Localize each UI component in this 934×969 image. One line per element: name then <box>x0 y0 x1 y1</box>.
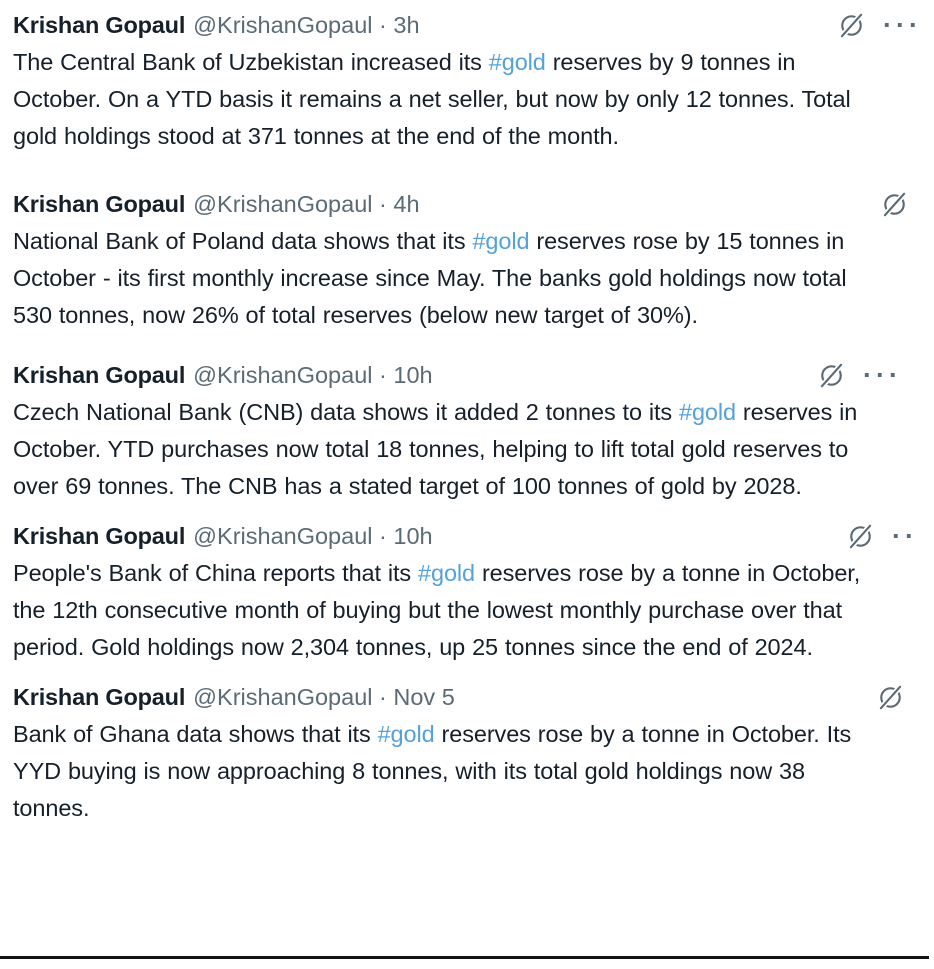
hashtag-gold-link[interactable]: #gold <box>377 721 435 747</box>
more-icon[interactable]: ··· <box>863 360 902 390</box>
display-name[interactable]: Krishan Gopaul <box>13 362 186 388</box>
tweet-text-segment: The Central Bank of Uzbekistan increased its <box>13 49 489 75</box>
tweet <box>13 189 922 334</box>
more-icon[interactable]: ·· <box>892 521 918 551</box>
tweet-text <box>13 555 885 666</box>
tweet-text <box>13 44 885 155</box>
tweet <box>13 682 922 827</box>
hashtag-gold-link[interactable]: #gold <box>488 49 546 75</box>
grok-icon[interactable] <box>817 361 845 389</box>
handle-and-timestamp[interactable]: @KrishanGopaul · Nov 5 <box>193 684 455 710</box>
tweet-text-segment: People's Bank of China reports that its <box>13 560 419 586</box>
tweet-header <box>13 189 922 219</box>
display-name[interactable]: Krishan Gopaul <box>13 684 186 710</box>
more-icon[interactable]: ··· <box>883 10 922 40</box>
bottom-divider <box>0 956 929 959</box>
tweet <box>13 10 922 155</box>
tweet-header <box>13 360 922 390</box>
tweet-text <box>13 223 885 334</box>
tweet-text-segment: reserves rose by a tonne in October. Its YYD buying is now approaching 8 tonnes, with its total gold holdings now 38 tonnes. <box>13 721 852 821</box>
hashtag-gold-link[interactable]: #gold <box>678 399 736 425</box>
grok-icon[interactable] <box>837 11 865 39</box>
grok-icon[interactable] <box>876 683 904 711</box>
tweet <box>13 360 922 505</box>
tweet-text-segment: Bank of Ghana data shows that its <box>13 721 378 747</box>
tweet-header <box>13 10 922 40</box>
handle-and-timestamp[interactable]: @KrishanGopaul · 3h <box>193 12 420 38</box>
hashtag-gold-link[interactable]: #gold <box>472 228 530 254</box>
handle-and-timestamp[interactable]: @KrishanGopaul · 10h <box>193 362 433 388</box>
handle-and-timestamp[interactable]: @KrishanGopaul · 10h <box>193 523 433 549</box>
tweet <box>13 521 922 666</box>
tweet-header <box>13 521 922 551</box>
grok-icon[interactable] <box>880 190 908 218</box>
hashtag-gold-link[interactable]: #gold <box>418 560 476 586</box>
grok-icon[interactable] <box>846 522 874 550</box>
display-name[interactable]: Krishan Gopaul <box>13 523 186 549</box>
tweet-text-segment: reserves by 9 tonnes in October. On a YTD basis it remains a net seller, but now by only 12 tonnes. Total gold holdings stood at 371 tonnes at the end of the month. <box>13 49 851 149</box>
tweet-text-segment: Czech National Bank (CNB) data shows it added 2 tonnes to its <box>13 399 679 425</box>
handle-and-timestamp[interactable]: @KrishanGopaul · 4h <box>193 191 420 217</box>
tweet-text-segment: reserves rose by a tonne in October, the 12th consecutive month of buying but the lowest monthly purchase over that period. Gold holdings now 2,304 tonnes, up 25 tonnes since the end of 2024. <box>13 560 861 660</box>
tweet-text-segment: reserves in October. YTD purchases now total 18 tonnes, helping to lift total gold reserves to over 69 tonnes. The CNB has a stated target of 100 tonnes of gold by 2028. <box>13 399 858 499</box>
display-name[interactable]: Krishan Gopaul <box>13 12 186 38</box>
tweet-text-segment: reserves rose by 15 tonnes in October - its first monthly increase since May. The banks gold holdings now total 530 tonnes, now 26% of total reserves (below new target of 30%). <box>13 228 847 328</box>
tweet-text <box>13 394 885 505</box>
tweet-header <box>13 682 922 712</box>
tweet-text-segment: National Bank of Poland data shows that its <box>13 228 473 254</box>
display-name[interactable]: Krishan Gopaul <box>13 191 186 217</box>
tweet-text <box>13 716 885 827</box>
